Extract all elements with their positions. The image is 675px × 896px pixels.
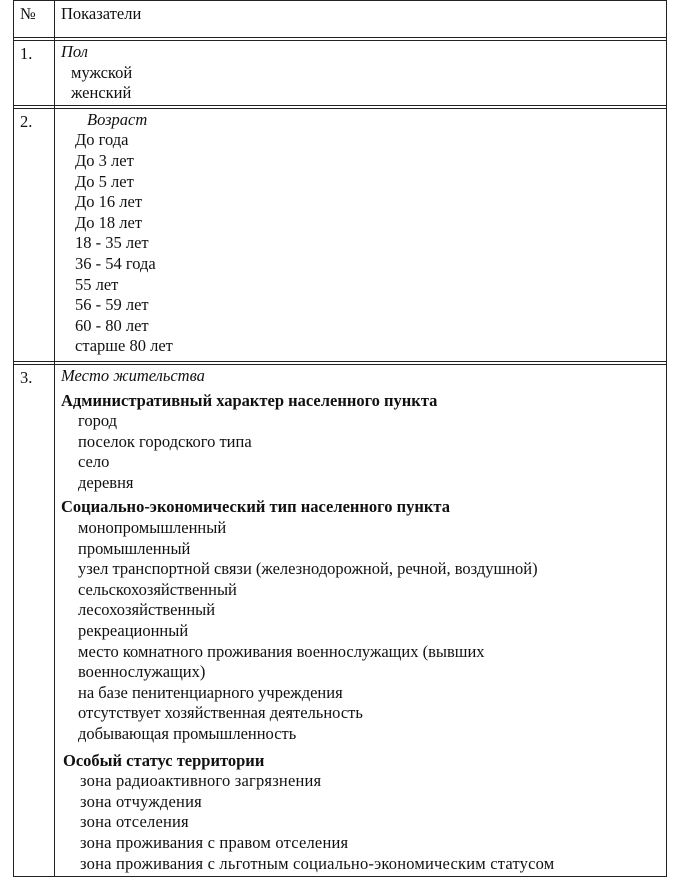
list-item: зона отчуждения — [80, 791, 202, 811]
list-item: мужской — [71, 62, 133, 82]
row-content-cell — [55, 364, 667, 876]
list-item: зона отселения — [80, 812, 189, 832]
list-item: на базе пенитенциарного учреждения — [78, 682, 343, 702]
list-item: зона радиоактивного загрязнения — [80, 771, 322, 791]
list-item: узел транспортной связи (железнодорожной, речной, воздушной) — [78, 559, 538, 579]
list-item: зона проживания с правом отселения — [80, 832, 349, 852]
list-item: промышленный — [78, 538, 191, 558]
section-title-sex: Пол — [61, 42, 88, 61]
header-num: № — [20, 4, 36, 23]
list-item: село — [78, 452, 110, 472]
list-item: До года — [75, 130, 129, 150]
list-item: город — [78, 411, 118, 431]
list-item: До 16 лет — [75, 192, 143, 212]
list-item: место комнатного проживания военнослужащих (вывших — [78, 641, 485, 661]
list-item: сельскохозяйственный — [78, 579, 237, 599]
table-row-residence — [14, 364, 667, 876]
list-item: лесохозяйственный — [78, 600, 216, 620]
list-item: До 3 лет — [75, 150, 134, 170]
header-num-cell — [14, 1, 55, 38]
list-item: старше 80 лет — [75, 336, 173, 356]
list-item: 60 - 80 лет — [75, 315, 149, 335]
group-title-socioeconomic: Социально-экономический тип населенного пункта — [61, 497, 450, 517]
group-title-special-status: Особый статус территории — [63, 750, 265, 770]
table-row-age — [14, 108, 667, 361]
row-num-cell — [14, 108, 55, 361]
section-title-residence: Место жительства — [61, 365, 205, 385]
list-item: добывающая промышленность — [78, 724, 297, 743]
list-item: До 18 лет — [75, 212, 143, 232]
header-title: Показатели — [61, 4, 142, 23]
list-item: деревня — [78, 472, 134, 492]
header-title-cell — [55, 1, 667, 38]
list-item: 56 - 59 лет — [75, 295, 149, 315]
list-item: зона проживания с льготным социально-экономическим статусом — [80, 853, 555, 873]
row-num-cell — [14, 41, 55, 106]
table-header-row — [14, 1, 667, 38]
list-item: 36 - 54 года — [75, 253, 156, 273]
indicators-table — [13, 0, 667, 877]
list-item: рекреационный — [78, 621, 189, 641]
section-title-age: Возраст — [87, 109, 148, 129]
row-content-cell — [55, 108, 667, 361]
list-item: монопромышленный — [78, 518, 227, 538]
list-item: 18 - 35 лет — [75, 233, 149, 253]
list-item: До 5 лет — [75, 171, 134, 191]
row-content-cell — [55, 41, 667, 106]
list-item: военнослужащих) — [78, 662, 206, 682]
row-num-cell — [14, 364, 55, 876]
group-title-admin: Административный характер населенного пункта — [61, 390, 438, 410]
list-item: женский — [71, 83, 132, 103]
row-num: 2. — [20, 111, 33, 131]
list-item: поселок городского типа — [78, 431, 252, 451]
list-item: 55 лет — [75, 274, 119, 294]
table-row-sex — [14, 41, 667, 106]
row-num: 3. — [20, 367, 33, 387]
row-num: 1. — [20, 44, 33, 63]
list-item: отсутствует хозяйственная деятельность — [78, 703, 363, 723]
